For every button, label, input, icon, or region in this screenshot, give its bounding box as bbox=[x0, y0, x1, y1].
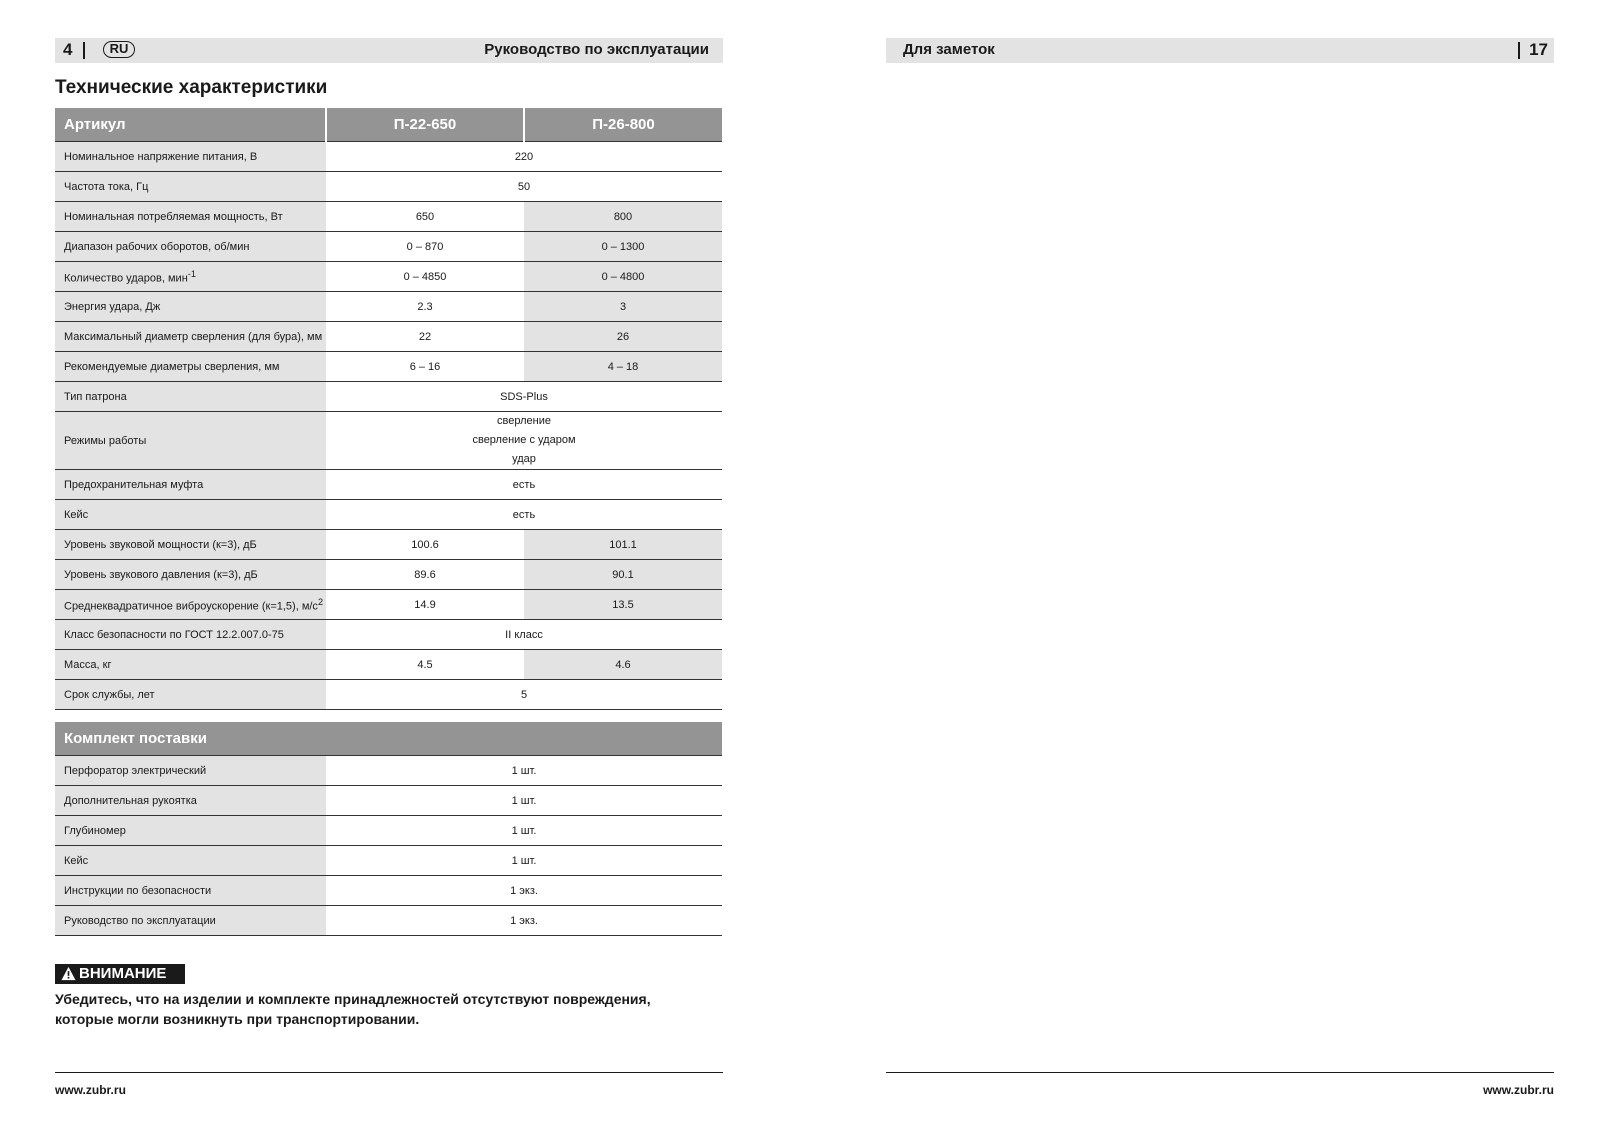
table-row bbox=[55, 786, 722, 816]
table-row bbox=[55, 680, 722, 710]
spec-value: 5 bbox=[326, 680, 722, 710]
spec-value: есть bbox=[326, 500, 722, 530]
spec-value bbox=[326, 412, 722, 470]
spec-label-text: Максимальный диаметр сверления (для бура), мм bbox=[64, 330, 323, 343]
spec-label-text: Уровень звукового давления (к=3), дБ bbox=[64, 568, 258, 581]
spec-label-text: Режимы работы bbox=[64, 434, 147, 447]
kit-item-label: Дополнительная рукоятка bbox=[55, 786, 326, 816]
spec-value-line: сверление bbox=[497, 415, 551, 427]
spec-value: SDS-Plus bbox=[326, 382, 722, 412]
right-page bbox=[886, 0, 1554, 1136]
table-row bbox=[55, 756, 722, 786]
right-header-bar bbox=[886, 38, 1554, 63]
table-row bbox=[55, 352, 722, 382]
spec-label bbox=[55, 620, 326, 650]
spec-label-text: Масса, кг bbox=[64, 658, 112, 671]
table-row bbox=[55, 500, 722, 530]
spec-value-model-2: 26 bbox=[524, 322, 722, 352]
spec-label bbox=[55, 262, 326, 292]
table-row bbox=[55, 590, 722, 620]
spec-value-model-2: 13.5 bbox=[524, 590, 722, 620]
tech-spec-table bbox=[55, 108, 722, 710]
header-title: Руководство по эксплуатации bbox=[484, 41, 709, 58]
spec-label-text: Номинальная потребляемая мощность, Вт bbox=[64, 210, 283, 223]
table-header-row bbox=[55, 108, 722, 142]
table-row bbox=[55, 650, 722, 680]
table-row bbox=[55, 560, 722, 590]
table-row bbox=[55, 876, 722, 906]
kit-item-qty: 1 шт. bbox=[326, 816, 722, 846]
spec-value-model-2: 0 – 4800 bbox=[524, 262, 722, 292]
table-row bbox=[55, 232, 722, 262]
kit-item-qty: 1 шт. bbox=[326, 786, 722, 816]
spec-value-model-1: 6 – 16 bbox=[326, 352, 524, 382]
spec-label bbox=[55, 142, 326, 172]
kit-header-row bbox=[55, 722, 722, 756]
spec-label bbox=[55, 202, 326, 232]
kit-header: Комплект поставки bbox=[55, 722, 722, 756]
spec-label-text: Энергия удара, Дж bbox=[64, 300, 161, 313]
kit-body bbox=[55, 756, 722, 936]
spec-label bbox=[55, 560, 326, 590]
footer-url-link[interactable]: www.zubr.ru bbox=[1483, 1083, 1554, 1097]
table-row bbox=[55, 816, 722, 846]
table-row bbox=[55, 470, 722, 500]
spec-label bbox=[55, 292, 326, 322]
tech-spec-body bbox=[55, 142, 722, 710]
kit-item-label: Инструкции по безопасности bbox=[55, 876, 326, 906]
spec-label bbox=[55, 500, 326, 530]
footer-divider bbox=[55, 1072, 723, 1073]
spec-label bbox=[55, 172, 326, 202]
spec-label-superscript: 2 bbox=[317, 596, 324, 607]
spec-label-text: Частота тока, Гц bbox=[64, 180, 149, 193]
spec-label bbox=[55, 382, 326, 412]
warning-line-2: которые могли возникнуть при транспортировании. bbox=[55, 1010, 420, 1027]
kit-item-qty: 1 экз. bbox=[326, 876, 722, 906]
spec-label-text: Количество ударов, мин bbox=[64, 272, 188, 285]
spec-value-model-1: 650 bbox=[326, 202, 524, 232]
left-page bbox=[55, 0, 723, 1136]
spec-label bbox=[55, 650, 326, 680]
spec-value-model-1: 0 – 4850 bbox=[326, 262, 524, 292]
header-model-2: П-26-800 bbox=[524, 108, 722, 142]
footer-url-link[interactable]: www.zubr.ru bbox=[55, 1083, 126, 1097]
table-row bbox=[55, 846, 722, 876]
language-badge: RU bbox=[103, 41, 135, 58]
spec-label-text: Рекомендуемые диаметры сверления, мм bbox=[64, 360, 280, 373]
section-title: Технические характеристики bbox=[55, 77, 328, 98]
warning-line-1: Убедитесь, что на изделии и комплекте принадлежностей отсутствуют повреждения, bbox=[55, 991, 651, 1007]
spec-label bbox=[55, 530, 326, 560]
spec-value-model-1: 4.5 bbox=[326, 650, 524, 680]
warning-icon bbox=[61, 966, 76, 981]
warning-label: ВНИМАНИЕ bbox=[79, 965, 167, 982]
spec-value-model-2: 800 bbox=[524, 202, 722, 232]
spec-value: есть bbox=[326, 470, 722, 500]
spec-label bbox=[55, 232, 326, 262]
spec-value: II класс bbox=[326, 620, 722, 650]
spec-label bbox=[55, 470, 326, 500]
spec-label-text: Тип патрона bbox=[64, 390, 127, 403]
table-row bbox=[55, 322, 722, 352]
spec-value-model-2: 3 bbox=[524, 292, 722, 322]
spec-value-model-1: 89.6 bbox=[326, 560, 524, 590]
kit-item-qty: 1 экз. bbox=[326, 906, 722, 936]
spec-value-model-2: 4.6 bbox=[524, 650, 722, 680]
spec-value-model-1: 0 – 870 bbox=[326, 232, 524, 262]
table-row bbox=[55, 620, 722, 650]
table-row bbox=[55, 412, 722, 470]
header-model-1: П-22-650 bbox=[326, 108, 524, 142]
spec-label-text: Кейс bbox=[64, 508, 89, 521]
spec-label bbox=[55, 590, 326, 620]
left-header-bar bbox=[55, 38, 723, 63]
spec-value-model-2: 90.1 bbox=[524, 560, 722, 590]
spec-value: 220 bbox=[326, 142, 722, 172]
kit-item-label: Кейс bbox=[55, 846, 326, 876]
spec-value-model-2: 0 – 1300 bbox=[524, 232, 722, 262]
spec-value: 50 bbox=[326, 172, 722, 202]
table-row bbox=[55, 202, 722, 232]
table-row bbox=[55, 262, 722, 292]
spec-label-text: Диапазон рабочих оборотов, об/мин bbox=[64, 240, 250, 253]
spec-label-text: Среднеквадратичное виброускорение (к=1,5), м/с bbox=[64, 600, 318, 613]
notes-title: Для заметок bbox=[903, 41, 995, 58]
table-row bbox=[55, 530, 722, 560]
spec-value-model-1: 100.6 bbox=[326, 530, 524, 560]
spec-value-model-2: 101.1 bbox=[524, 530, 722, 560]
header-separator bbox=[83, 42, 85, 59]
spec-label bbox=[55, 680, 326, 710]
spec-label-text: Номинальное напряжение питания, В bbox=[64, 150, 258, 163]
spec-label-text: Уровень звуковой мощности (к=3), дБ bbox=[64, 538, 257, 551]
spec-label-text: Срок службы, лет bbox=[64, 688, 155, 701]
table-row bbox=[55, 172, 722, 202]
header-separator bbox=[1518, 42, 1520, 59]
page-number: 4 bbox=[63, 40, 73, 59]
footer-divider bbox=[886, 1072, 1554, 1073]
kit-table bbox=[55, 722, 722, 936]
page-number: 17 bbox=[1529, 40, 1548, 59]
spec-value-model-1: 14.9 bbox=[326, 590, 524, 620]
kit-item-label: Глубиномер bbox=[55, 816, 326, 846]
kit-item-qty: 1 шт. bbox=[326, 756, 722, 786]
spec-label bbox=[55, 322, 326, 352]
spec-value-line: сверление с ударом bbox=[472, 434, 576, 446]
table-row bbox=[55, 142, 722, 172]
kit-item-label: Руководство по эксплуатации bbox=[55, 906, 326, 936]
spec-value-model-1: 22 bbox=[326, 322, 524, 352]
table-row bbox=[55, 906, 722, 936]
spec-label bbox=[55, 352, 326, 382]
spec-label-text: Предохранительная муфта bbox=[64, 478, 204, 491]
header-article: Артикул bbox=[55, 108, 326, 142]
warning-text bbox=[55, 990, 723, 1029]
spec-label-text: Класс безопасности по ГОСТ 12.2.007.0-75 bbox=[64, 628, 284, 641]
kit-item-qty: 1 шт. bbox=[326, 846, 722, 876]
table-row bbox=[55, 292, 722, 322]
spec-value-model-1: 2.3 bbox=[326, 292, 524, 322]
spec-label-superscript: -1 bbox=[187, 268, 196, 279]
warning-badge bbox=[55, 964, 185, 984]
spec-value-model-2: 4 – 18 bbox=[524, 352, 722, 382]
kit-item-label: Перфоратор электрический bbox=[55, 756, 326, 786]
spec-value-line: удар bbox=[512, 453, 536, 465]
table-row bbox=[55, 382, 722, 412]
spec-label bbox=[55, 412, 326, 470]
